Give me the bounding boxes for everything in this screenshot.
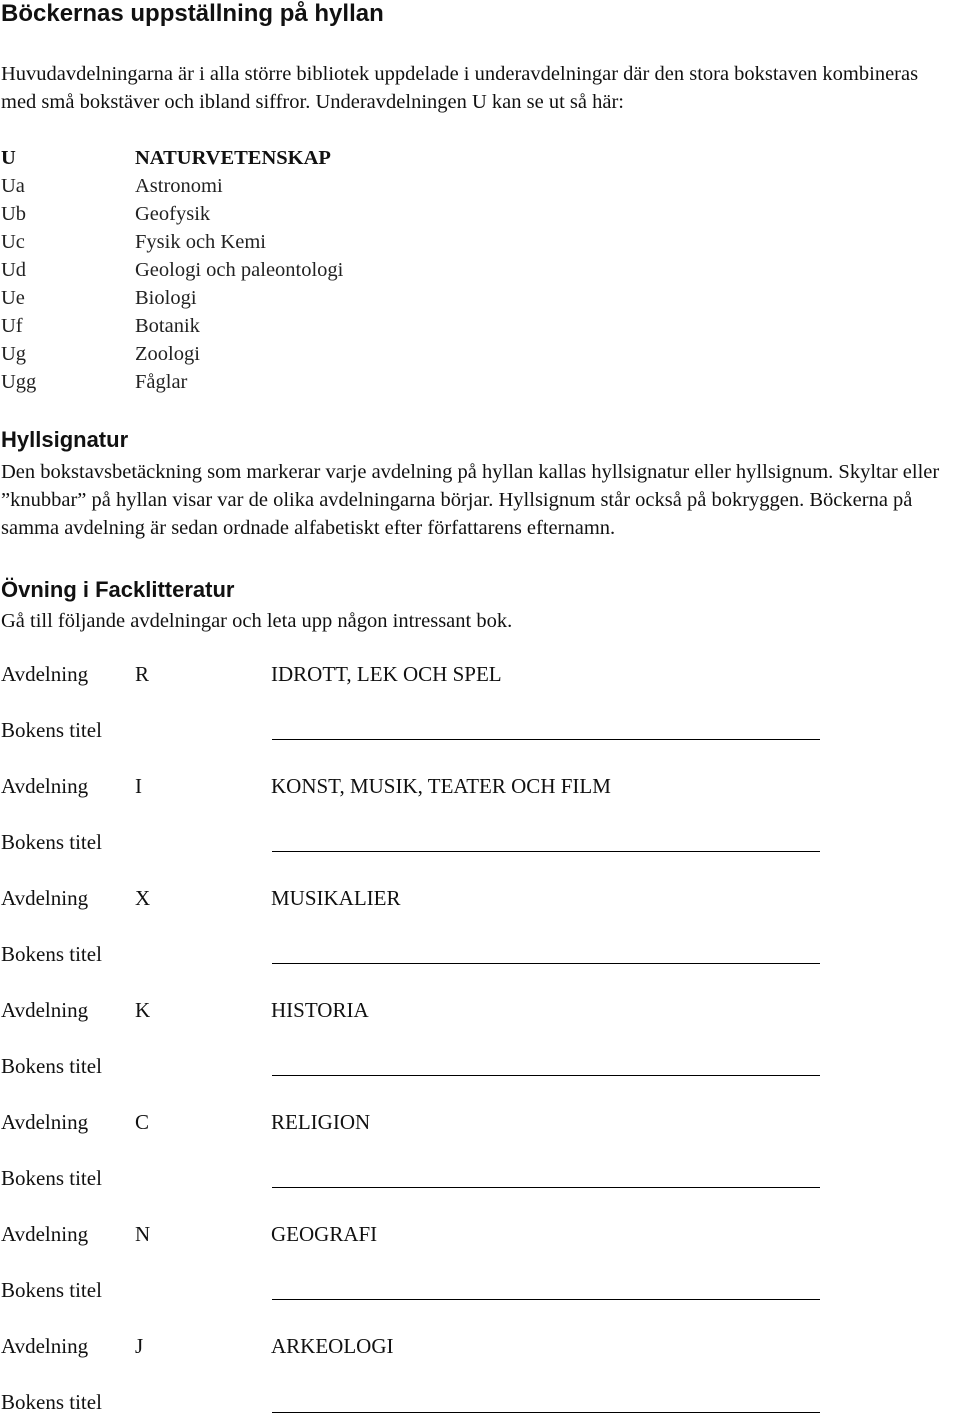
section-label: Avdelning (1, 1222, 89, 1246)
classification-name: Botanik (135, 315, 200, 337)
shelfmark-paragraph: Den bokstavsbetäckning som markerar varje avdelning på hyllan kallas hyllsignatur eller hyllsignum. Skyltar eller ”knubbar” på hyllan visar var de olika avdelningarna börjar. Hyllsignum står också på bokryggen. Böckerna på samma avdelning är sedan ordnade alfabetiskt efter författarens efternamn. (1, 461, 940, 539)
section-subject: KONST, MUSIK, TEATER OCH FILM (271, 774, 611, 798)
classification-code: Ugg (1, 371, 37, 393)
classification-name: Fysik och Kemi (135, 231, 266, 253)
section-code: I (135, 774, 142, 798)
section-label: Avdelning (1, 1334, 89, 1358)
book-title-answer-line[interactable] (272, 1299, 820, 1300)
classification-code: Ue (1, 287, 25, 309)
section-subject: GEOGRAFI (271, 1222, 378, 1246)
book-title-answer-line[interactable] (272, 1187, 820, 1188)
exercise-instruction: Gå till följande avdelningar och leta upp någon intressant bok. (1, 610, 513, 632)
section-label: Avdelning (1, 1110, 89, 1134)
classification-name: Geofysik (135, 203, 211, 225)
section-label: Avdelning (1, 886, 89, 910)
book-title-answer-line[interactable] (272, 739, 820, 740)
classification-name: Biologi (135, 287, 197, 309)
book-title-answer-line[interactable] (272, 851, 820, 852)
classification-code: Ug (1, 343, 27, 365)
section-subject: MUSIKALIER (271, 886, 401, 910)
book-title-answer-line[interactable] (272, 963, 820, 964)
classification-row (1, 340, 601, 368)
book-title-label: Bokens titel (1, 830, 102, 854)
classification-row (1, 200, 601, 228)
section-subject: HISTORIA (271, 998, 369, 1022)
classification-code: U (1, 147, 16, 169)
page-title: Böckernas uppställning på hyllan (1, 0, 384, 27)
section-subject: RELIGION (271, 1110, 371, 1134)
classification-row (1, 368, 601, 396)
exercise-heading: Övning i Facklitteratur (1, 577, 235, 602)
book-title-answer-line[interactable] (272, 1075, 820, 1076)
section-code: N (135, 1222, 151, 1246)
book-title-answer-line[interactable] (272, 1412, 820, 1413)
section-subject: ARKEOLOGI (271, 1334, 394, 1358)
classification-row (1, 228, 601, 256)
intro-paragraph: Huvudavdelningarna är i alla större bibliotek uppdelade i underavdelningar där den stora bokstaven kombineras med små bokstäver och ibland siffror. Underavdelningen U kan se ut så här: (1, 63, 919, 113)
classification-row (1, 144, 601, 172)
classification-code: Ud (1, 259, 27, 281)
book-title-label: Bokens titel (1, 1054, 102, 1078)
section-code: K (135, 998, 151, 1022)
section-subject: IDROTT, LEK OCH SPEL (271, 662, 502, 686)
classification-code: Ua (1, 175, 25, 197)
classification-name: Astronomi (135, 175, 223, 197)
section-code: X (135, 886, 151, 910)
classification-row (1, 284, 601, 312)
classification-code: Uf (1, 315, 23, 337)
classification-name: Zoologi (135, 343, 200, 365)
classification-name: Fåglar (135, 371, 188, 393)
section-label: Avdelning (1, 998, 89, 1022)
book-title-label: Bokens titel (1, 1278, 102, 1302)
classification-row (1, 256, 601, 284)
section-code: C (135, 1110, 150, 1134)
section-label: Avdelning (1, 662, 89, 686)
classification-name: NATURVETENSKAP (135, 147, 331, 169)
shelfmark-heading: Hyllsignatur (1, 427, 129, 452)
section-code: R (135, 662, 150, 686)
classification-code: Uc (1, 231, 25, 253)
section-label: Avdelning (1, 774, 89, 798)
classification-code: Ub (1, 203, 27, 225)
classification-row (1, 312, 601, 340)
classification-row (1, 172, 601, 200)
classification-name: Geologi och paleontologi (135, 259, 344, 281)
book-title-label: Bokens titel (1, 718, 102, 742)
book-title-label: Bokens titel (1, 942, 102, 966)
classification-list (1, 144, 601, 396)
book-title-label: Bokens titel (1, 1390, 102, 1414)
section-code: J (135, 1334, 144, 1358)
book-title-label: Bokens titel (1, 1166, 102, 1190)
